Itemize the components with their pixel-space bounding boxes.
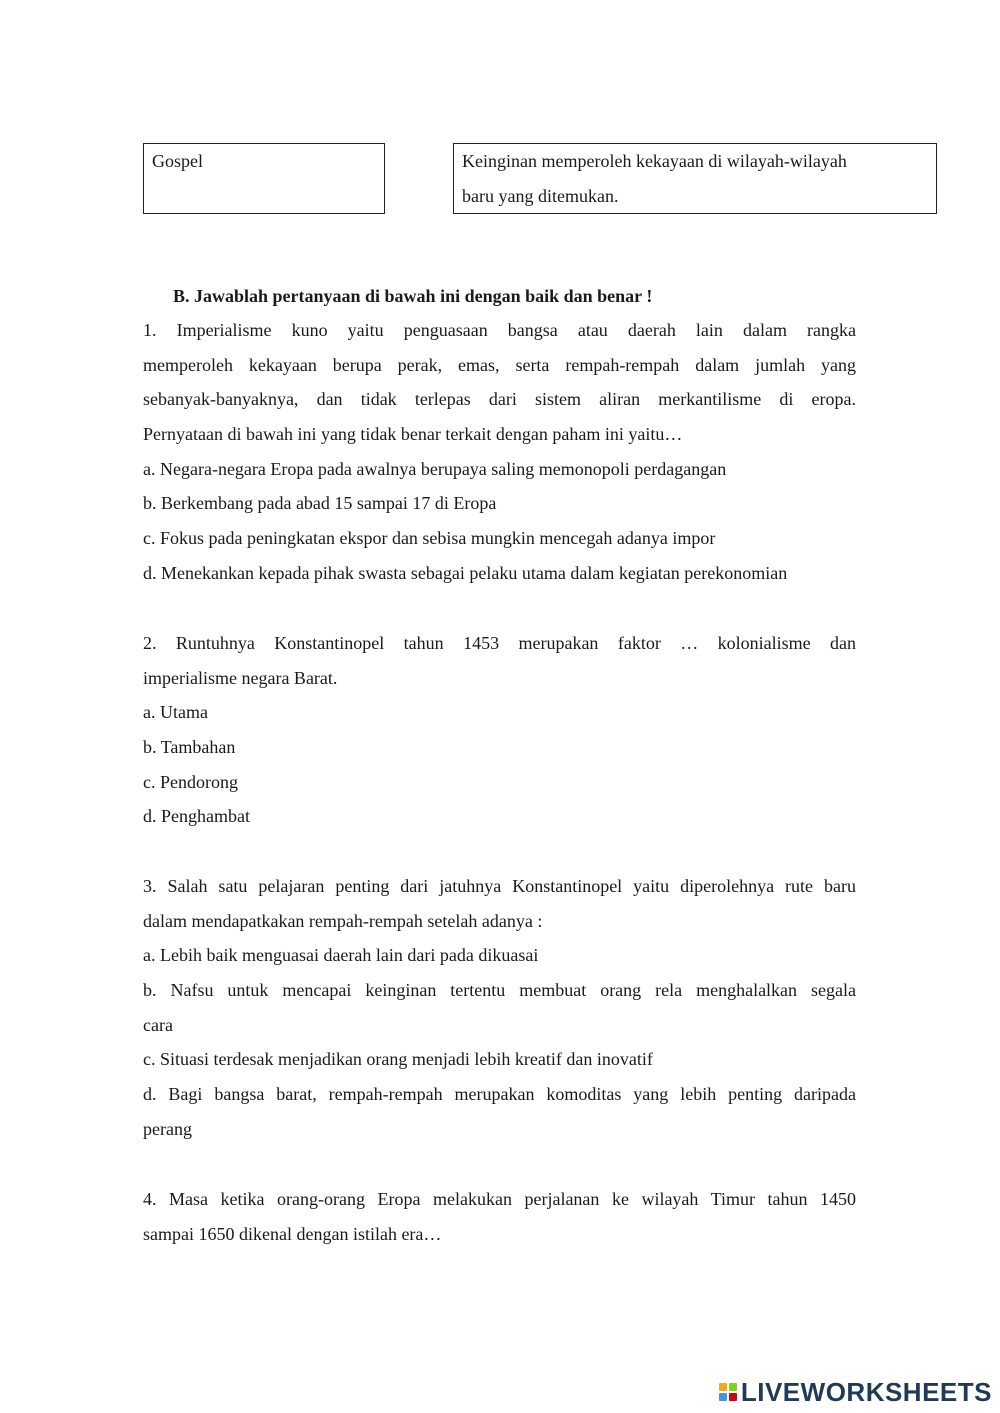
match-definition-box <box>453 143 937 214</box>
question-3-option-b: b. Nafsu untuk mencapai keinginan tertentu membuat orang rela menghalalkan segala <box>143 980 856 1001</box>
question-1-option-d: d. Menekankan kepada pihak swasta sebagai pelaku utama dalam kegiatan perekonomian <box>143 562 788 583</box>
question-1-text-line: 1. Imperialisme kuno yaitu penguasaan bangsa atau daerah lain dalam rangka <box>143 320 856 340</box>
logo-square <box>719 1383 727 1391</box>
match-term-text: Gospel <box>152 151 203 171</box>
question-3-text-line: 3. Salah satu pelajaran penting dari jatuhnya Konstantinopel yaitu diperolehnya rute baru <box>143 876 856 896</box>
question-3-option-c: c. Situasi terdesak menjadikan orang menjadi lebih kreatif dan inovatif <box>143 1049 653 1070</box>
match-term-box <box>143 143 385 214</box>
question-2-option-c: c. Pendorong <box>143 771 238 792</box>
question-2-option-a: a. Utama <box>143 702 208 723</box>
match-definition-line-1: Keinginan memperoleh kekayaan di wilayah-wilayah <box>462 151 847 171</box>
question-3-option-b-cont: cara <box>143 1014 173 1035</box>
question-4 <box>143 1182 856 1251</box>
logo-grid-icon <box>719 1383 737 1401</box>
question-3-option-d: d. Bagi bangsa barat, rempah-rempah merupakan komoditas yang lebih penting daripada <box>143 1084 856 1105</box>
question-1-text-line: sebanyak-banyaknya, dan tidak terlepas dari sistem aliran merkantilisme di eropa. <box>143 389 856 410</box>
question-2-option-b: b. Tambahan <box>143 737 236 758</box>
question-1-text-line: Pernyataan di bawah ini yang tidak benar terkait dengan paham ini yaitu… <box>143 424 683 445</box>
question-3 <box>143 869 856 1147</box>
question-1-option-c: c. Fokus pada peningkatan ekspor dan sebisa mungkin mencegah adanya impor <box>143 528 716 549</box>
question-1 <box>143 313 856 591</box>
question-4-text-line: 4. Masa ketika orang-orang Eropa melakukan perjalanan ke wilayah Timur tahun 1450 <box>143 1189 856 1209</box>
logo-square <box>729 1383 737 1391</box>
question-1-text-line: memperoleh kekayaan berupa perak, emas, serta rempah-rempah dalam jumlah yang <box>143 354 856 375</box>
logo-square <box>719 1393 727 1401</box>
match-definition-line-2: baru yang ditemukan. <box>462 186 619 206</box>
question-3-text-line: dalam mendapatkakan rempah-rempah setelah adanya : <box>143 910 543 931</box>
logo-square <box>729 1393 737 1401</box>
question-1-option-a: a. Negara-negara Eropa pada awalnya berupaya saling memonopoli perdagangan <box>143 458 727 479</box>
question-3-option-a: a. Lebih baik menguasai daerah lain dari pada dikuasai <box>143 945 539 966</box>
question-2 <box>143 626 856 834</box>
question-4-text-line: sampai 1650 dikenal dengan istilah era… <box>143 1223 442 1244</box>
question-2-text-line: imperialisme negara Barat. <box>143 667 338 688</box>
question-3-option-d-cont: perang <box>143 1118 192 1139</box>
question-2-option-d: d. Penghambat <box>143 806 250 827</box>
question-1-option-b: b. Berkembang pada abad 15 sampai 17 di Eropa <box>143 493 497 514</box>
liveworksheets-logo <box>719 1377 992 1407</box>
section-b-heading: B. Jawablah pertanyaan di bawah ini dengan baik dan benar ! <box>173 286 653 306</box>
logo-text: LIVEWORKSHEETS <box>740 1376 992 1407</box>
question-2-text-line: 2. Runtuhnya Konstantinopel tahun 1453 merupakan faktor … kolonialisme dan <box>143 633 856 653</box>
